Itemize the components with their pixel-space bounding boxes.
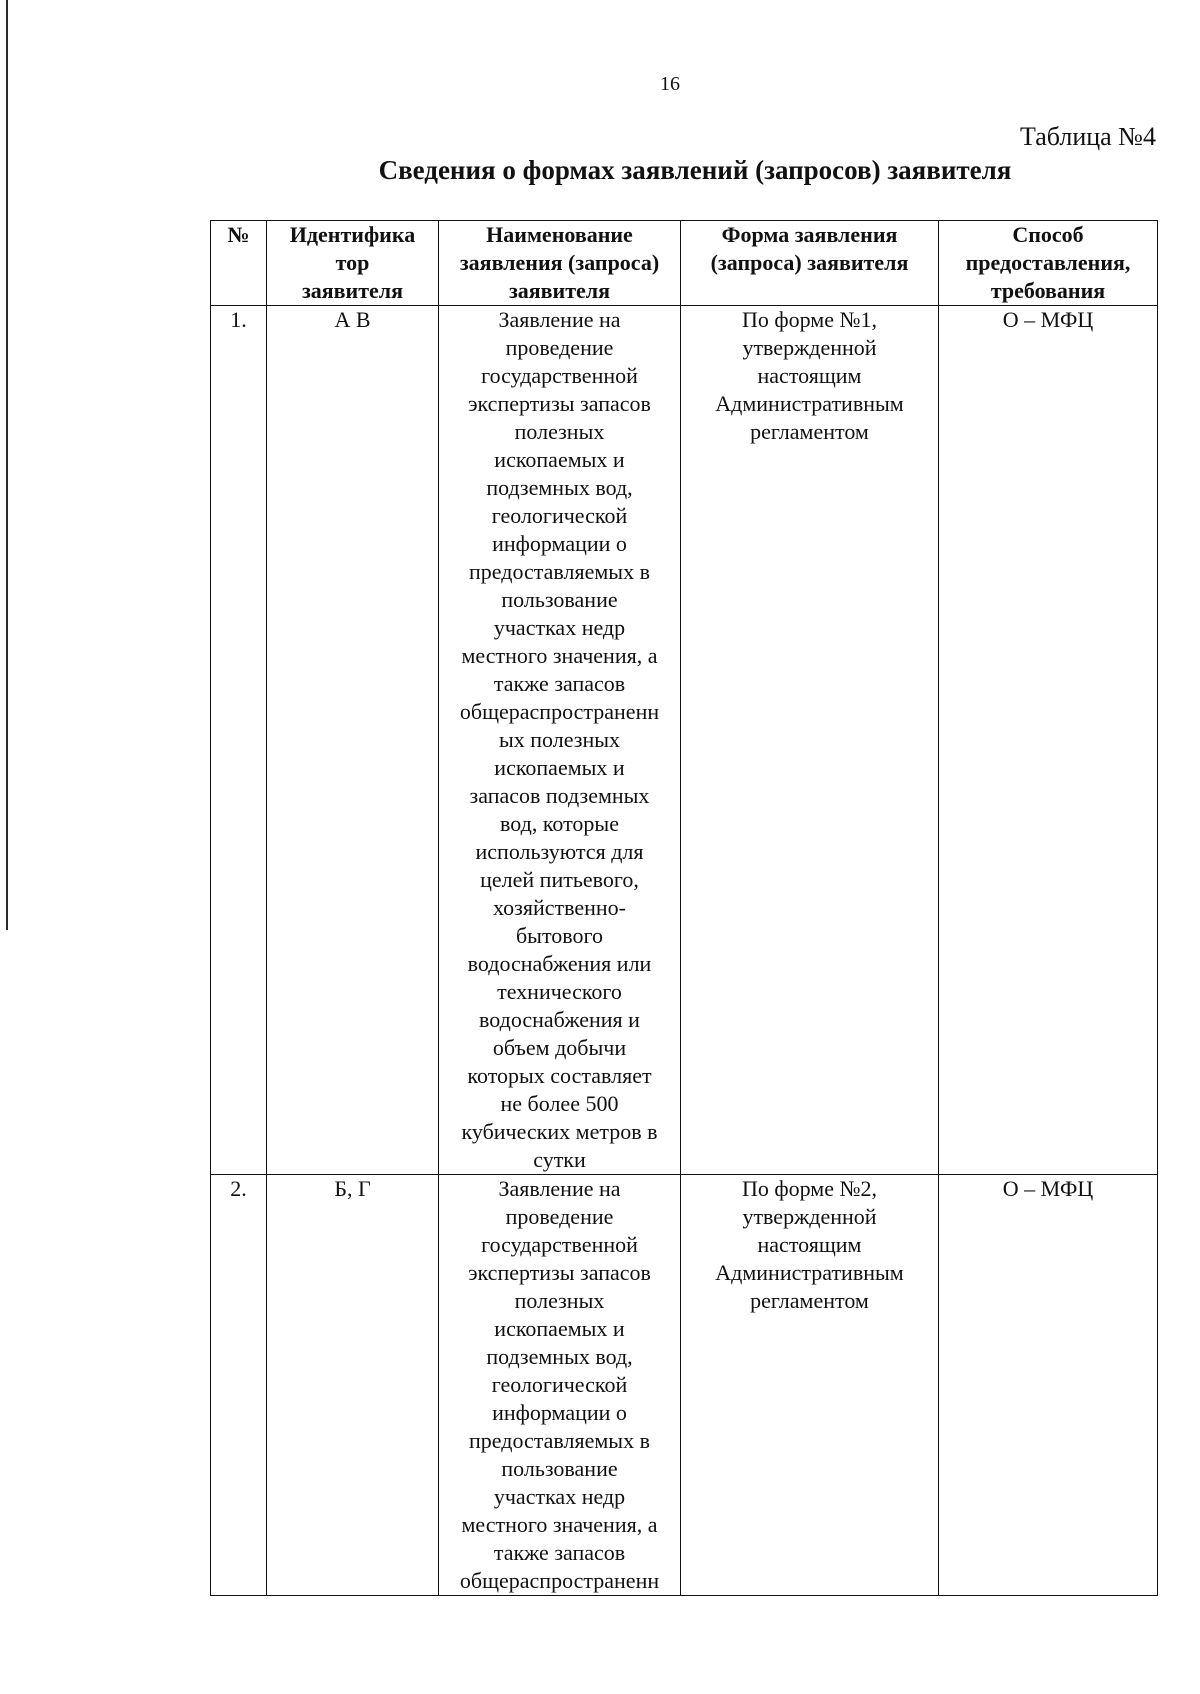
submission-method: О – МФЦ <box>939 306 1158 1175</box>
row-number: 2. <box>211 1175 267 1596</box>
header-submission-method: Способ предоставления, требования <box>939 221 1158 306</box>
table-row <box>211 306 1158 1175</box>
page-number: 16 <box>660 73 680 95</box>
submission-method: О – МФЦ <box>939 1175 1158 1596</box>
table-label: Таблица №4 <box>1019 122 1156 151</box>
application-name: Заявление на проведение государственной экспертизы запасов полезных ископаемых и подземных вод, геологической информации о предоставляемых в пользование участках недр местного значения, а также запасов общераспространенн ых полезных ископаемых и запасов подземных вод, которые используются для целей питьевого, хозяйственно- бытового водоснабжения или технического водоснабжения и объем добычи которых составляет не более 500 кубических метров в сутки <box>439 306 681 1175</box>
scan-edge-line <box>6 0 8 930</box>
row-number: 1. <box>211 306 267 1175</box>
application-form: По форме №1, утвержденной настоящим Административным регламентом <box>681 306 939 1175</box>
document-title: Сведения о формах заявлений (запросов) заявителя <box>378 155 1012 185</box>
header-application-form: Форма заявления (запроса) заявителя <box>681 221 939 306</box>
table-header-row <box>211 221 1158 306</box>
header-applicant-identifier: Идентифика тор заявителя <box>267 221 439 306</box>
applicant-identifier: А В <box>267 306 439 1175</box>
header-application-name: Наименование заявления (запроса) заявителя <box>439 221 681 306</box>
applicant-identifier: Б, Г <box>267 1175 439 1596</box>
header-number: № <box>211 221 267 306</box>
application-form: По форме №2, утвержденной настоящим Административным регламентом <box>681 1175 939 1596</box>
table-row <box>211 1175 1158 1596</box>
application-name: Заявление на проведение государственной экспертизы запасов полезных ископаемых и подземных вод, геологической информации о предоставляемых в пользование участках недр местного значения, а также запасов общераспространенн <box>439 1175 681 1596</box>
application-forms-table <box>210 220 1158 1596</box>
